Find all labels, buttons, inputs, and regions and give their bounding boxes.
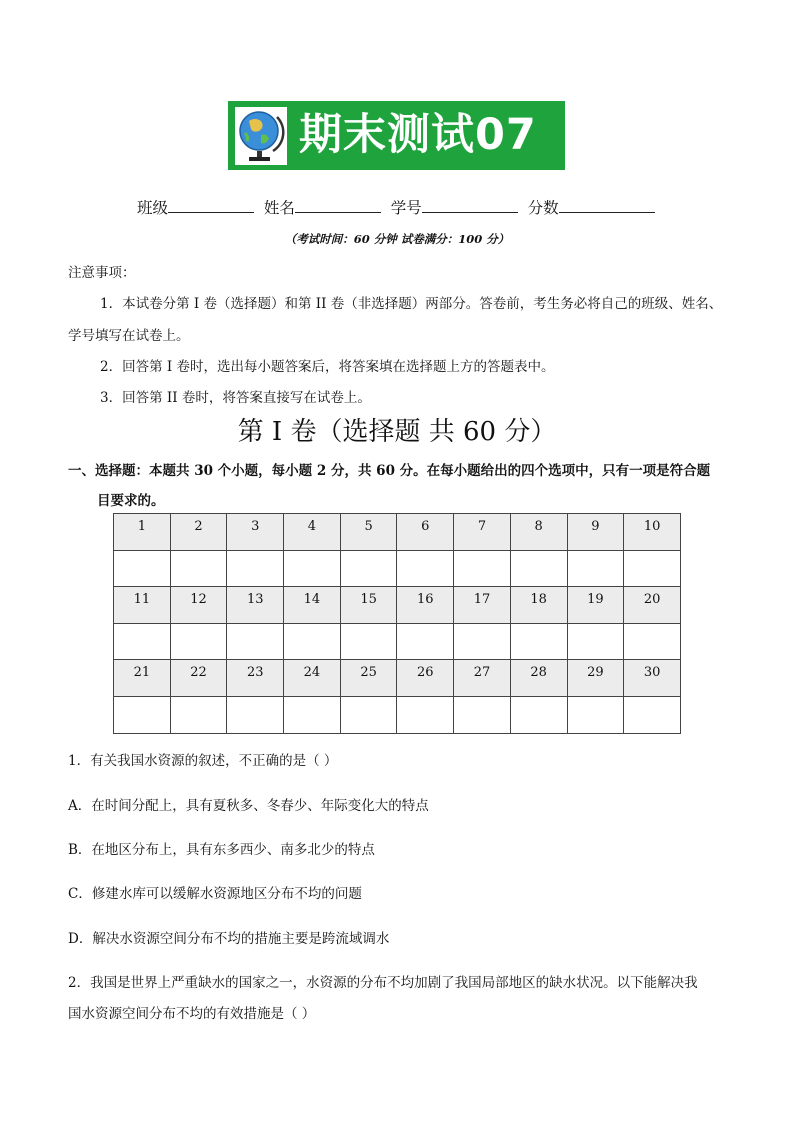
answer-cell[interactable] [567, 623, 624, 660]
answer-cell[interactable] [397, 696, 454, 733]
note-item-1-cont: 学号填写在试卷上。 [68, 328, 190, 344]
student-info-line [137, 196, 655, 218]
section-title: 第 I 卷（选择题 共 60 分） [237, 417, 557, 447]
note-item-2: 2．回答第 I 卷时，选出每小题答案后，将答案填在选择题上方的答题表中。 [100, 359, 555, 375]
answer-input-row [114, 550, 681, 587]
answer-cell[interactable] [397, 550, 454, 587]
question-number-cell: 9 [567, 514, 624, 551]
answer-cell[interactable] [170, 623, 227, 660]
score-label: 分数 [527, 199, 559, 217]
answer-number-row [114, 514, 681, 551]
answer-cell[interactable] [567, 550, 624, 587]
answer-cell[interactable] [284, 696, 341, 733]
score-blank[interactable] [559, 198, 655, 213]
class-blank[interactable] [168, 198, 254, 213]
answer-number-row [114, 660, 681, 697]
question-number-cell: 16 [397, 587, 454, 624]
answer-cell[interactable] [170, 696, 227, 733]
question-number-cell: 20 [624, 587, 681, 624]
answer-cell[interactable] [114, 623, 171, 660]
note-item-3: 3．回答第 II 卷时，将答案直接写在试卷上。 [100, 390, 371, 406]
question-number-cell: 19 [567, 587, 624, 624]
answer-table [113, 513, 681, 734]
question-number-cell: 1 [114, 514, 171, 551]
student-id-label: 学号 [390, 199, 422, 217]
class-label: 班级 [137, 199, 169, 217]
answer-cell[interactable] [114, 550, 171, 587]
question-number-cell: 12 [170, 587, 227, 624]
instructions-line-1: 一、选择题：本题共 30 个小题，每小题 2 分，共 60 分。在每小题给出的四个选项中，只有一项是符合题 [68, 463, 711, 479]
question-number-cell: 29 [567, 660, 624, 697]
question-1-option-b: B．在地区分布上，具有东多西少、南多北少的特点 [68, 842, 375, 858]
question-number-cell: 21 [114, 660, 171, 697]
student-id-blank[interactable] [422, 198, 518, 213]
answer-cell[interactable] [284, 550, 341, 587]
answer-cell[interactable] [114, 696, 171, 733]
banner-title: 期末测试07 [299, 110, 537, 160]
answer-cell[interactable] [397, 623, 454, 660]
question-1-option-a: A．在时间分配上，具有夏秋多、冬春少、年际变化大的特点 [68, 798, 429, 814]
title-banner [228, 101, 565, 170]
note-item-1: 1．本试卷分第 I 卷（选择题）和第 II 卷（非选择题）两部分。答卷前，考生务必将自己的班级、姓名、 [100, 296, 723, 312]
question-number-cell: 7 [454, 514, 511, 551]
answer-cell[interactable] [340, 623, 397, 660]
answer-cell[interactable] [454, 696, 511, 733]
notes-heading: 注意事项： [68, 265, 136, 281]
answer-input-row [114, 623, 681, 660]
question-number-cell: 8 [510, 514, 567, 551]
question-number-cell: 30 [624, 660, 681, 697]
instructions-line-2: 目要求的。 [97, 493, 165, 509]
answer-cell[interactable] [567, 696, 624, 733]
answer-number-row [114, 587, 681, 624]
question-number-cell: 5 [340, 514, 397, 551]
question-number-cell: 23 [227, 660, 284, 697]
answer-cell[interactable] [510, 696, 567, 733]
question-number-cell: 24 [284, 660, 341, 697]
question-1-option-c: C．修建水库可以缓解水资源地区分布不均的问题 [68, 886, 362, 902]
question-number-cell: 10 [624, 514, 681, 551]
answer-cell[interactable] [340, 550, 397, 587]
answer-cell[interactable] [227, 696, 284, 733]
question-number-cell: 27 [454, 660, 511, 697]
question-number-cell: 26 [397, 660, 454, 697]
question-number-cell: 3 [227, 514, 284, 551]
answer-cell[interactable] [510, 550, 567, 587]
question-number-cell: 6 [397, 514, 454, 551]
question-number-cell: 11 [114, 587, 171, 624]
question-2-stem-line-2: 国水资源空间分布不均的有效措施是（ ） [68, 1006, 316, 1022]
exam-meta: （考试时间：60 分钟 试卷满分：100 分） [284, 232, 510, 246]
answer-cell[interactable] [624, 623, 681, 660]
answer-cell[interactable] [454, 623, 511, 660]
answer-cell[interactable] [454, 550, 511, 587]
question-2-stem-line-1: 2．我国是世界上严重缺水的国家之一，水资源的分布不均加剧了我国局部地区的缺水状况。以下能解决我 [68, 975, 698, 991]
answer-cell[interactable] [227, 550, 284, 587]
question-number-cell: 15 [340, 587, 397, 624]
question-number-cell: 22 [170, 660, 227, 697]
globe-icon [235, 107, 287, 165]
answer-cell[interactable] [510, 623, 567, 660]
question-number-cell: 17 [454, 587, 511, 624]
question-number-cell: 2 [170, 514, 227, 551]
question-number-cell: 25 [340, 660, 397, 697]
question-number-cell: 18 [510, 587, 567, 624]
answer-cell[interactable] [624, 696, 681, 733]
answer-cell[interactable] [624, 550, 681, 587]
name-blank[interactable] [295, 198, 381, 213]
answer-cell[interactable] [284, 623, 341, 660]
question-1-stem: 1．有关我国水资源的叙述，不正确的是（ ） [68, 753, 338, 769]
answer-cell[interactable] [227, 623, 284, 660]
name-label: 姓名 [263, 199, 295, 217]
question-number-cell: 13 [227, 587, 284, 624]
answer-input-row [114, 696, 681, 733]
question-number-cell: 28 [510, 660, 567, 697]
question-number-cell: 4 [284, 514, 341, 551]
question-number-cell: 14 [284, 587, 341, 624]
answer-cell[interactable] [170, 550, 227, 587]
answer-cell[interactable] [340, 696, 397, 733]
question-1-option-d: D．解决水资源空间分布不均的措施主要是跨流域调水 [68, 931, 390, 947]
